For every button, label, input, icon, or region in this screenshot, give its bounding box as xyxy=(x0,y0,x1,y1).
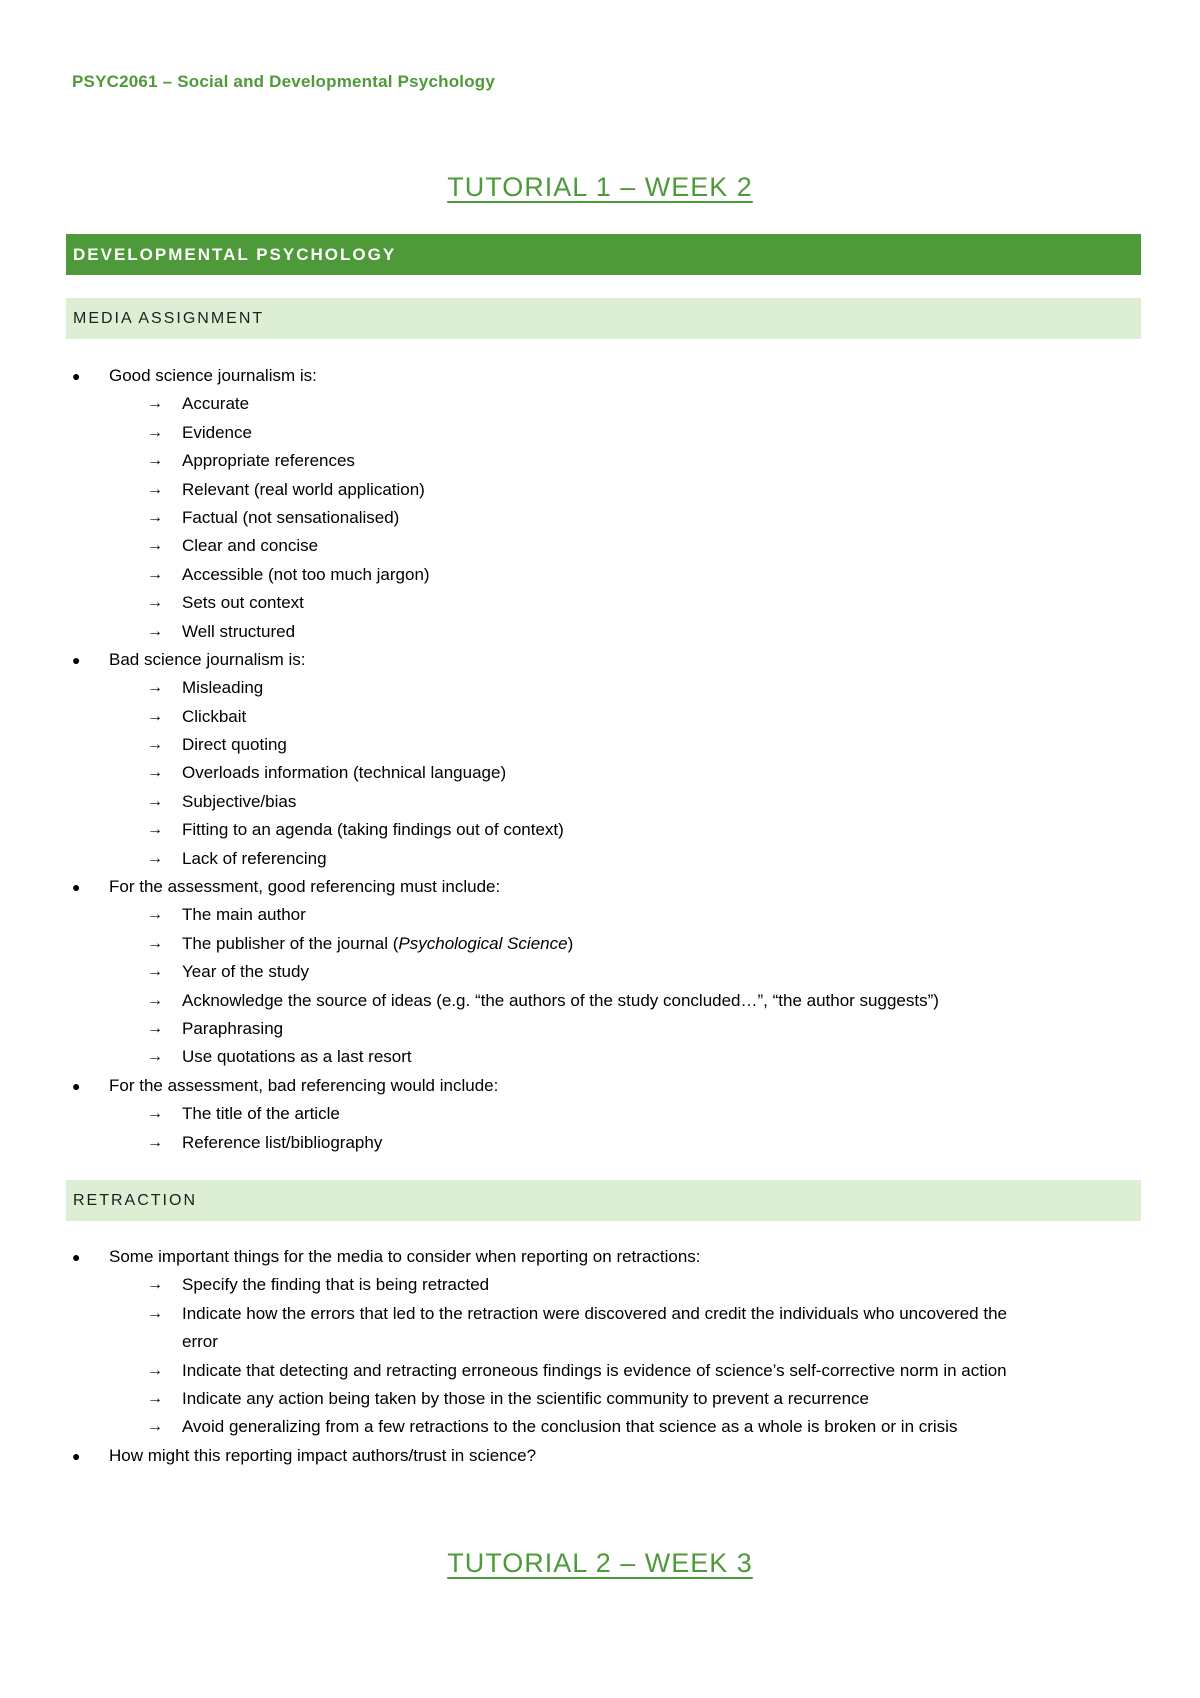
sub-item-text: Subjective/bias xyxy=(182,791,297,811)
arrow-right-icon: → xyxy=(147,1389,163,1407)
bullet-text: Good science journalism is: xyxy=(109,366,317,385)
bullet-icon: ● xyxy=(72,879,81,896)
sub-item xyxy=(0,958,1200,986)
sub-item xyxy=(0,1300,1200,1328)
sub-item xyxy=(0,532,1200,560)
sub-item-text: Avoid generalizing from a few retractions to the conclusion that science as a whole is broken or in crisis xyxy=(182,1417,958,1437)
arrow-right-icon: → xyxy=(147,934,163,952)
sub-item xyxy=(0,987,1200,1015)
sub-item-text: Overloads information (technical language) xyxy=(182,763,507,783)
sub-item xyxy=(0,703,1200,731)
bullet-item xyxy=(0,1442,1200,1470)
sub-item xyxy=(0,1413,1200,1441)
bullet-text: For the assessment, good referencing must include: xyxy=(109,877,501,897)
arrow-right-icon: → xyxy=(147,679,163,697)
bullet-icon: ● xyxy=(72,1249,81,1265)
sub-item xyxy=(0,561,1200,589)
bullet-item xyxy=(0,646,1200,674)
sub-item-text: Clickbait xyxy=(182,706,247,726)
sub-item xyxy=(0,1015,1200,1043)
sub-item-text: Year of the study xyxy=(182,962,309,982)
sub-item xyxy=(0,674,1200,702)
arrow-right-icon: → xyxy=(147,395,163,413)
sub-item-text: Acknowledge the source of ideas (e.g. “the authors of the study concluded…”, “the author suggests”) xyxy=(182,990,939,1010)
sub-item-text: Accurate xyxy=(182,394,250,414)
sub-item-text: Specify the finding that is being retracted xyxy=(182,1275,490,1295)
text-segment: The publisher of the journal ( xyxy=(182,933,399,953)
tutorial-1-heading xyxy=(0,172,1200,203)
sub-item xyxy=(0,816,1200,844)
arrow-right-icon: → xyxy=(147,1105,163,1123)
arrow-right-icon: → xyxy=(147,849,163,867)
sub-item xyxy=(0,1129,1200,1157)
sub-item xyxy=(0,476,1200,504)
retraction-list xyxy=(0,1243,1200,1470)
sub-item xyxy=(0,901,1200,929)
sub-item-text: The title of the article xyxy=(182,1104,340,1124)
course-header: PSYC2061 – Social and Developmental Psychology xyxy=(72,72,496,91)
arrow-right-icon: → xyxy=(147,963,163,981)
arrow-right-icon: → xyxy=(147,1304,163,1322)
sub-item xyxy=(0,618,1200,646)
sub-item xyxy=(0,1100,1200,1128)
bullet-text: For the assessment, bad referencing would include: xyxy=(109,1075,499,1095)
sub-item xyxy=(0,845,1200,873)
arrow-right-icon: → xyxy=(147,537,163,555)
journal-name: Psychological Science xyxy=(398,933,568,953)
arrow-right-icon: → xyxy=(147,622,163,640)
bullet-text: Bad science journalism is: xyxy=(109,649,306,669)
sub-item xyxy=(0,1271,1200,1299)
sub-item-text: Accessible (not too much jargon) xyxy=(182,564,430,584)
bullet-text: Some important things for the media to consider when reporting on retractions: xyxy=(109,1247,701,1266)
sub-item xyxy=(0,930,1200,958)
sub-item-text: Factual (not sensationalised) xyxy=(182,507,400,527)
arrow-right-icon: → xyxy=(147,508,163,526)
sub-item-text: Fitting to an agenda (taking findings out of context) xyxy=(182,820,564,840)
bullet-text: How might this reporting impact authors/trust in science? xyxy=(109,1445,537,1465)
bullet-item xyxy=(0,1072,1200,1100)
arrow-right-icon: → xyxy=(147,1418,163,1436)
arrow-right-icon: → xyxy=(147,1361,163,1379)
sub-item xyxy=(0,390,1200,418)
sub-item xyxy=(0,589,1200,617)
subsection-heading-retraction: RETRACTION xyxy=(66,1180,1141,1221)
sub-item-text: Sets out context xyxy=(182,593,304,613)
sub-item xyxy=(0,788,1200,816)
arrow-right-icon: → xyxy=(147,1048,163,1066)
sub-item-text: Relevant (real world application) xyxy=(182,479,425,499)
sub-item-text: error xyxy=(182,1332,218,1352)
arrow-right-icon: → xyxy=(147,991,163,1009)
bullet-item xyxy=(0,873,1200,901)
sub-item-text: Clear and concise xyxy=(182,536,319,556)
text-segment: ) xyxy=(567,933,574,953)
arrow-right-icon: → xyxy=(147,906,163,924)
bullet-item xyxy=(0,362,1200,390)
sub-item xyxy=(0,1357,1200,1385)
media-assignment-list xyxy=(0,362,1200,1157)
sub-item-text: Direct quoting xyxy=(182,735,287,755)
bullet-icon: ● xyxy=(72,1447,81,1464)
sub-item-text: Well structured xyxy=(182,621,296,641)
sub-item-text: Reference list/bibliography xyxy=(182,1132,383,1152)
arrow-right-icon: → xyxy=(147,736,163,754)
sub-item xyxy=(0,419,1200,447)
sub-item xyxy=(0,1385,1200,1413)
section-heading-developmental: DEVELOPMENTAL PSYCHOLOGY xyxy=(66,234,1141,275)
sub-item-text: Appropriate references xyxy=(182,451,355,471)
arrow-right-icon: → xyxy=(147,821,163,839)
sub-item-text: Lack of referencing xyxy=(182,848,327,868)
arrow-right-icon: → xyxy=(147,452,163,470)
sub-item-text: Evidence xyxy=(182,422,252,442)
sub-item-continuation xyxy=(0,1328,1200,1356)
arrow-right-icon: → xyxy=(147,792,163,810)
sub-item-text: Indicate any action being taken by those in the scientific community to prevent a recurrence xyxy=(182,1388,869,1408)
arrow-right-icon: → xyxy=(147,423,163,441)
bullet-item xyxy=(0,1243,1200,1271)
arrow-right-icon: → xyxy=(147,594,163,612)
arrow-right-icon: → xyxy=(147,1276,163,1294)
tutorial-2-heading xyxy=(0,1548,1200,1579)
bullet-icon: ● xyxy=(72,651,81,668)
arrow-right-icon: → xyxy=(147,1133,163,1151)
sub-item xyxy=(0,759,1200,787)
sub-item-text: Indicate that detecting and retracting erroneous findings is evidence of science’s self-corrective norm in action xyxy=(182,1360,1007,1380)
arrow-right-icon: → xyxy=(147,707,163,725)
subsection-heading-media: MEDIA ASSIGNMENT xyxy=(66,298,1141,339)
sub-item-text: Paraphrasing xyxy=(182,1018,284,1038)
sub-item xyxy=(0,504,1200,532)
sub-item-text: Misleading xyxy=(182,678,264,698)
sub-item-text: Use quotations as a last resort xyxy=(182,1047,412,1067)
arrow-right-icon: → xyxy=(147,1019,163,1037)
sub-item xyxy=(0,731,1200,759)
bullet-icon: ● xyxy=(72,368,81,384)
bullet-icon: ● xyxy=(72,1077,81,1094)
sub-item-text: The main author xyxy=(182,905,306,925)
arrow-right-icon: → xyxy=(147,565,163,583)
tutorial-1-title: TUTORIAL 1 – WEEK 2 xyxy=(447,172,753,202)
sub-item-text: Indicate how the errors that led to the retraction were discovered and credit the individuals who uncovered the xyxy=(182,1303,1007,1323)
tutorial-2-title: TUTORIAL 2 – WEEK 3 xyxy=(447,1548,753,1578)
sub-item xyxy=(0,447,1200,475)
arrow-right-icon: → xyxy=(147,764,163,782)
sub-item-text xyxy=(182,930,573,958)
sub-item xyxy=(0,1043,1200,1071)
arrow-right-icon: → xyxy=(147,480,163,498)
